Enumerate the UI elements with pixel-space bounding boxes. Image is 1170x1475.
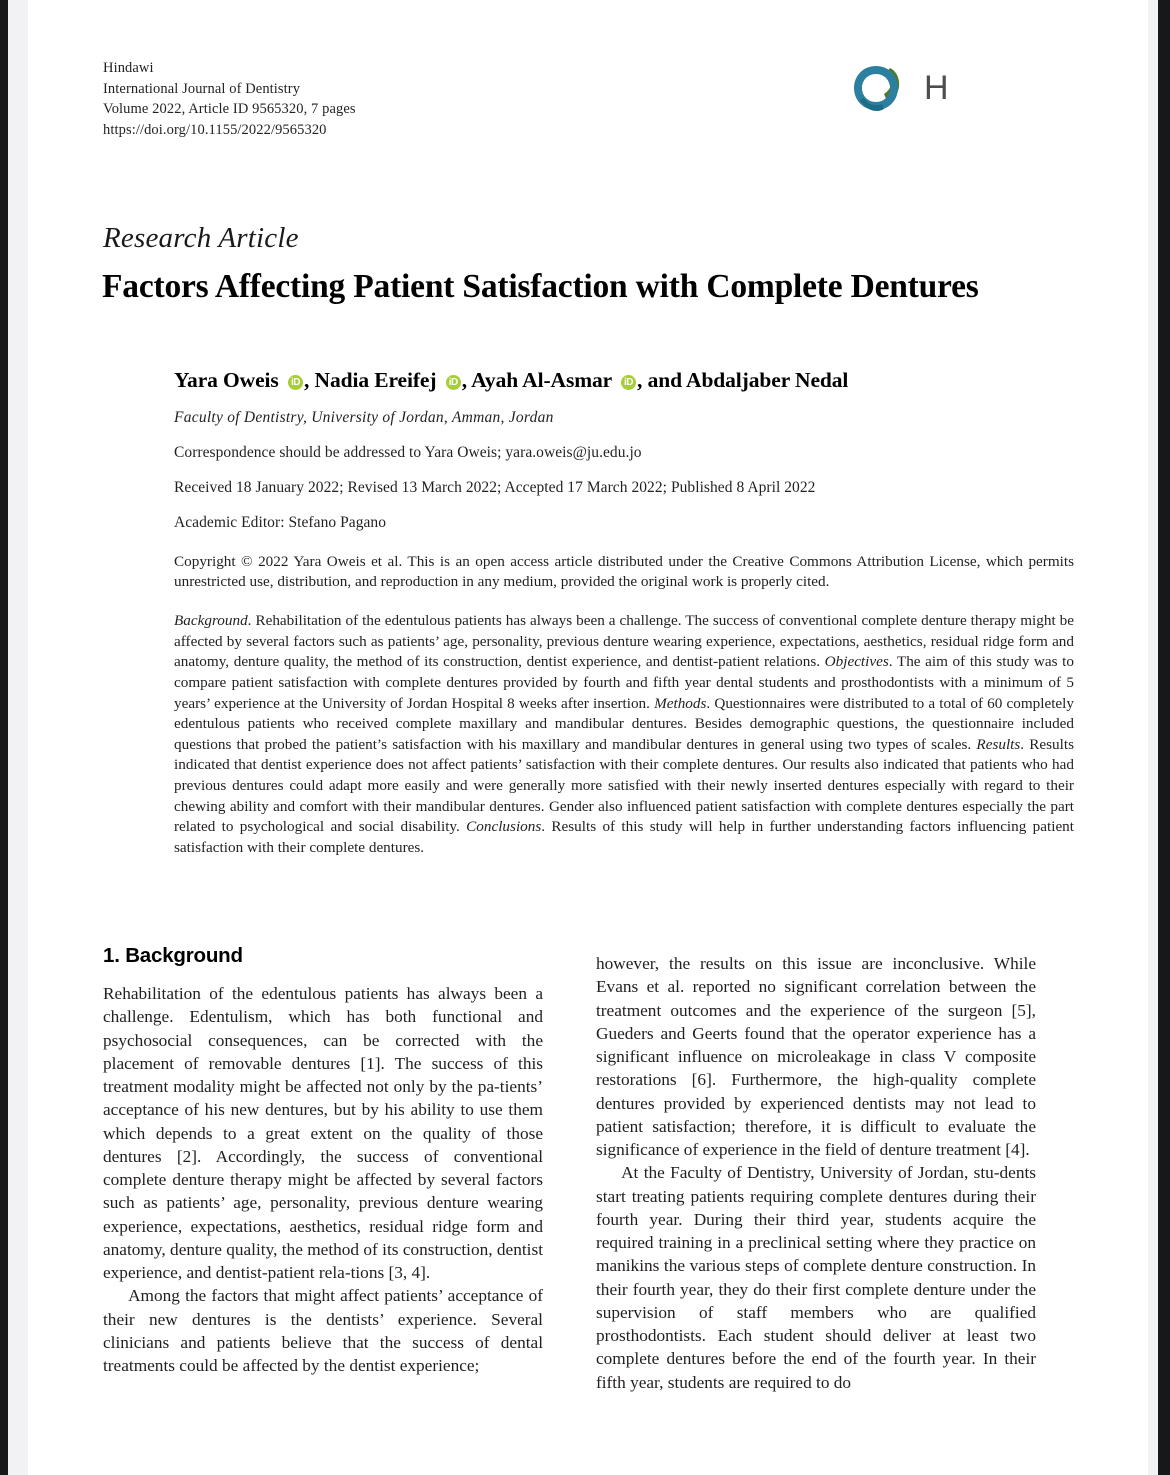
orcid-icon[interactable]: iD bbox=[446, 375, 461, 390]
correspondence: Correspondence should be addressed to Yara Oweis; yara.oweis@ju.edu.jo bbox=[174, 443, 642, 461]
article-page bbox=[28, 0, 1148, 1475]
journal-name: International Journal of Dentistry bbox=[103, 80, 301, 97]
hindawi-logo bbox=[846, 58, 986, 120]
volume-article-line: Volume 2022, Article ID 9565320, 7 pages bbox=[103, 101, 356, 118]
hindawi-logo-letter: H bbox=[924, 69, 949, 107]
paragraph: Among the factors that might affect patients’ acceptance of their new dentures is the dentists’ experience. Several clinicians and patients believe that the success of dental treatments could be affected by the dentist experience; bbox=[103, 1286, 543, 1375]
article-type-label: Research Article bbox=[103, 222, 299, 254]
window-right-edge bbox=[1158, 0, 1170, 1475]
journal-masthead bbox=[103, 58, 356, 140]
page-title: Factors Affecting Patient Satisfaction with Complete Dentures bbox=[102, 268, 979, 305]
paragraph: however, the results on this issue are inconclusive. While Evans et al. reported no significant correlation between the treatment outcomes and the experience of the surgeon [5], Gueders and Geerts found that the operator experience has a significant influence on microleakage in class V composite restorations [6]. Furthermore, the high-quality complete dentures provided by experienced dentists may not lead to patient satisfaction; therefore, it is difficult to evaluate the significance of experience in the field of denture treatment [4]. bbox=[596, 954, 1036, 1159]
front-matter bbox=[174, 368, 1074, 858]
copyright-statement: Copyright © 2022 Yara Oweis et al. This is an open access article distributed under the Creative Commons Attribution License, which permits unrestricted use, distribution, and reproduction in any medium, provided the original work is properly cited. bbox=[174, 552, 1074, 591]
body-column-left bbox=[103, 982, 543, 1377]
body-column-right bbox=[596, 952, 1036, 1394]
orcid-icon[interactable]: iD bbox=[621, 375, 636, 390]
window-left-edge bbox=[0, 0, 8, 1475]
publication-dates: Received 18 January 2022; Revised 13 March 2022; Accepted 17 March 2022; Published 8 April 2022 bbox=[174, 478, 816, 496]
page-gutter-left bbox=[8, 0, 28, 1475]
paragraph: At the Faculty of Dentistry, University of Jordan, stu-dents start treating patients requiring complete dentures during their fourth year. During their third year, students acquire the required training in a preclinical setting where they practice on manikins the various steps of complete denture construction. In their fourth year, they do their first complete denture under the supervision of staff members who are qualified prosthodontists. Each student should deliver at least two complete dentures before the end of the fourth year. In their fifth year, students are required to do bbox=[596, 1163, 1036, 1392]
publisher-name: Hindawi bbox=[103, 60, 154, 76]
doi-link[interactable]: https://doi.org/10.1155/2022/9565320 bbox=[103, 121, 327, 138]
abstract: Background. Rehabilitation of the edentulous patients has always been a challenge. The success of conventional complete denture therapy might be affected by several factors such as patients’ age, personality, previous denture wearing experience, expectations, aesthetics, residual ridge form and anatomy, denture quality, the method of its construction, dentist experience, and dentist-patient relations. Objectives. The aim of this study was to compare patient satisfaction with complete dentures provided by fourth and fifth year dental students and prosthodontists with a minimum of 5 years’ experience at the University of Jordan Hospital 8 weeks after insertion. Methods. Questionnaires were distributed to a total of 60 completely edentulous patients who received complete maxillary and mandibular dentures. Besides demographic questions, the questionnaire included questions that probed the patient’s satisfaction with his maxillary and mandibular dentures in general using two types of scales. Results. Results indicated that dentist experience does not affect patients’ satisfaction with their complete dentures. Our results also indicated that patients who had previous dentures could adapt more easily and were generally more satisfied with their newly inserted dentures especially with regard to their chewing ability and comfort with their mandibular dentures. Gender also influenced patient satisfaction with complete dentures especially the part related to psychological and social disability. Conclusions. Results of this study will help in further understanding factors influencing patient satisfaction with their complete dentures. bbox=[174, 612, 1075, 856]
page-gutter-right bbox=[1148, 0, 1158, 1475]
affiliation: Faculty of Dentistry, University of Jordan, Amman, Jordan bbox=[174, 408, 554, 426]
academic-editor: Academic Editor: Stefano Pagano bbox=[174, 513, 387, 531]
section-heading-background: 1. Background bbox=[103, 944, 243, 967]
paragraph: Rehabilitation of the edentulous patients has always been a challenge. Edentulism, which has both functional and psychosocial consequences, can be corrected with the placement of removable dentures [1]. The success of this treatment modality might be affected not only by the pa-tients’ acceptance of his new dentures, but by his ability to use them which depends to a great extent on the quality of those dentures [2]. Accordingly, the success of conventional complete denture therapy might be affected by several factors such as patients’ age, personality, previous denture wearing experience, expectations, aesthetics, residual ridge form and anatomy, denture quality, the method of its construction, dentist experience, and dentist-patient rela-tions [3, 4]. bbox=[103, 984, 543, 1282]
author-list: Yara Oweis iD , Nadia Ereifej iD , Ayah Al-Asmar iD , and Abdaljaber Nedal bbox=[174, 368, 849, 392]
hindawi-ring-icon bbox=[846, 60, 914, 118]
orcid-icon[interactable]: iD bbox=[288, 375, 303, 390]
